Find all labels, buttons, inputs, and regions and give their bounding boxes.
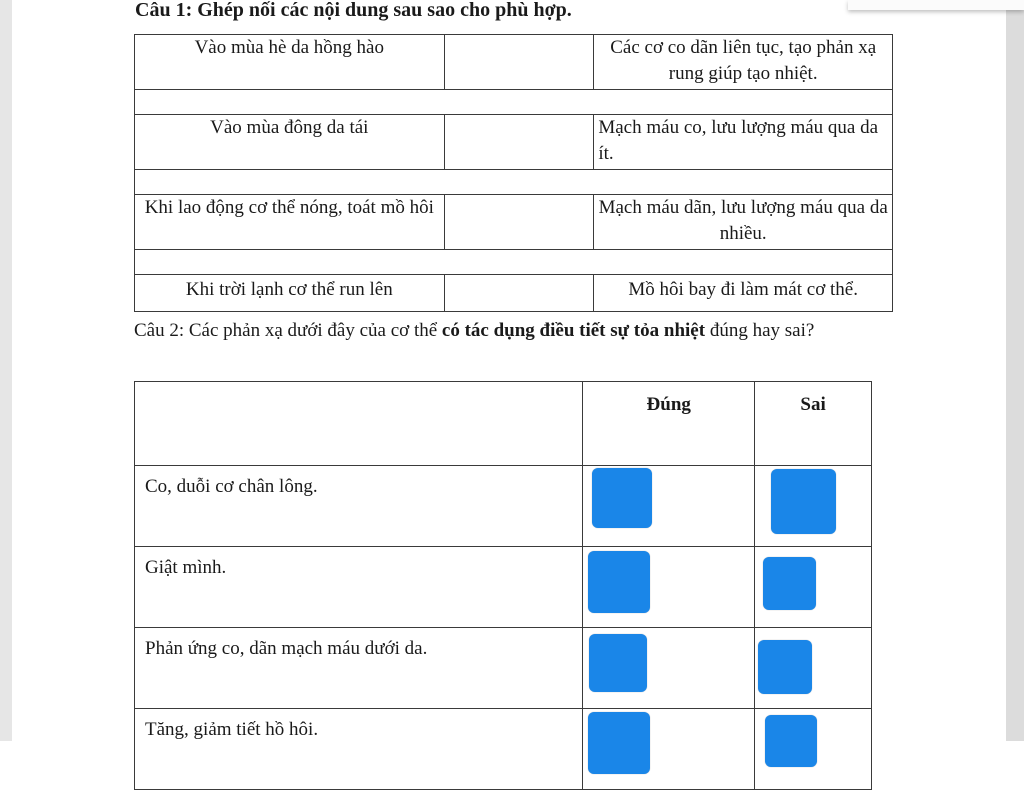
matching-left-cell: Khi trời lạnh cơ thể run lên (135, 275, 445, 312)
false-checkbox[interactable] (758, 640, 812, 694)
matching-table (134, 34, 893, 312)
false-checkbox[interactable] (765, 715, 817, 767)
page-edge-right (1006, 0, 1024, 741)
overlapping-page-corner (848, 0, 1024, 10)
matching-row (135, 195, 893, 250)
true-false-table (134, 381, 872, 790)
true-checkbox[interactable] (588, 551, 650, 613)
matching-answer-cell[interactable] (444, 35, 594, 90)
statement-row (135, 628, 872, 709)
false-header: Sai (755, 382, 872, 466)
statement-row (135, 466, 872, 547)
page-edge-left (0, 0, 12, 741)
header-row (135, 382, 872, 466)
statement-header (135, 382, 583, 466)
true-checkbox[interactable] (592, 468, 652, 528)
matching-right-cell: Mạch máu dãn, lưu lượng máu qua da nhiều. (594, 195, 893, 250)
matching-spacer-row (135, 250, 893, 275)
false-checkbox[interactable] (763, 557, 816, 610)
matching-spacer-row (135, 90, 893, 115)
matching-spacer-row (135, 170, 893, 195)
matching-row (135, 35, 893, 90)
matching-left-cell: Vào mùa đông da tái (135, 115, 445, 170)
question-2-text-start: Câu 2: Các phản xạ dưới đây của cơ thể (134, 320, 442, 341)
statement-text: Tăng, giảm tiết hồ hôi. (135, 709, 583, 790)
matching-answer-cell[interactable] (444, 275, 594, 312)
matching-right-cell: Mạch máu co, lưu lượng máu qua da ít. (594, 115, 893, 170)
matching-answer-cell[interactable] (444, 195, 594, 250)
matching-row (135, 115, 893, 170)
true-checkbox[interactable] (589, 634, 647, 692)
statement-text: Giật mình. (135, 547, 583, 628)
false-checkbox[interactable] (771, 469, 836, 534)
true-header: Đúng (583, 382, 755, 466)
statement-row (135, 547, 872, 628)
question-1-title: Câu 1: Ghép nối các nội dung sau sao cho phù hợp. (135, 0, 572, 21)
matching-row (135, 275, 893, 312)
matching-left-cell: Vào mùa hè da hồng hào (135, 35, 445, 90)
statement-text: Phản ứng co, dãn mạch máu dưới da. (135, 628, 583, 709)
matching-answer-cell[interactable] (444, 115, 594, 170)
question-2-text (134, 317, 894, 345)
matching-right-cell: Các cơ co dãn liên tục, tạo phản xạ rung giúp tạo nhiệt. (594, 35, 893, 90)
question-2-text-end: đúng hay sai? (705, 320, 815, 341)
statement-row (135, 709, 872, 790)
matching-left-cell: Khi lao động cơ thể nóng, toát mồ hôi (135, 195, 445, 250)
matching-right-cell: Mồ hôi bay đi làm mát cơ thể. (594, 275, 893, 312)
question-2-text-bold: có tác dụng điều tiết sự tỏa nhiệt (441, 320, 706, 341)
true-checkbox[interactable] (588, 712, 650, 774)
statement-text: Co, duỗi cơ chân lông. (135, 466, 583, 547)
